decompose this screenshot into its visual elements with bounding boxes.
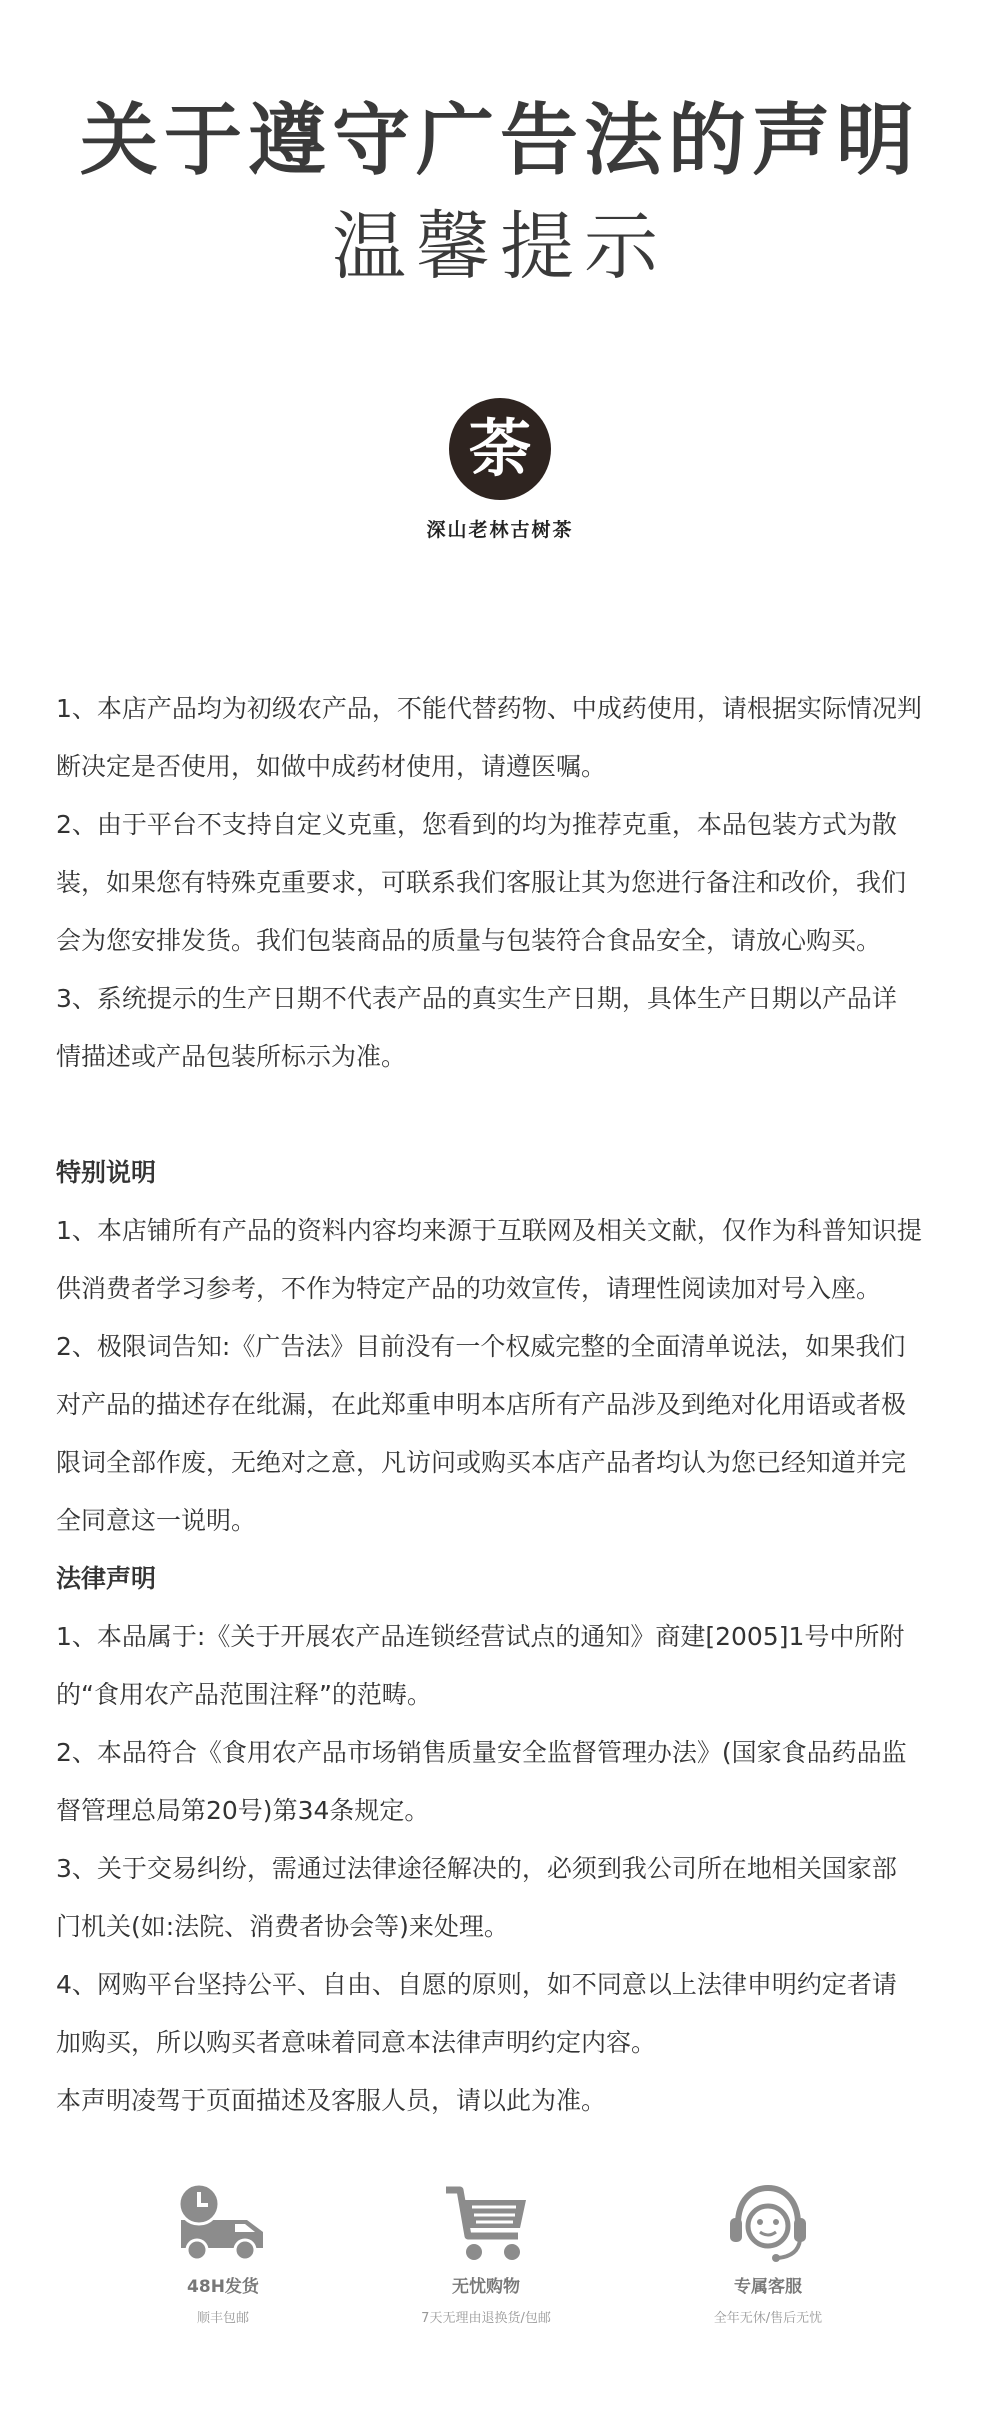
special-notice-line: 对产品的描述存在纰漏，在此郑重申明本店所有产品涉及到绝对化用语或者极 — [56, 1390, 907, 1419]
feature-title: 专属客服 — [734, 2277, 802, 2297]
notice-line: 装，如果您有特殊克重要求，可联系我们客服让其为您进行备注和改价，我们 — [56, 868, 907, 897]
page-title: 关于遵守广告法的声明 — [79, 96, 920, 186]
shopping-cart-icon — [438, 2180, 534, 2266]
notice-line: 情描述或产品包装所标示为准。 — [56, 1042, 407, 1071]
special-notice-line: 2、极限词告知:《广告法》目前没有一个权威完整的全面清单说法，如果我们 — [56, 1332, 906, 1361]
brand-name: 深山老林古树茶 — [426, 519, 574, 541]
special-notice-line: 供消费者学习参考，不作为特定产品的功效宣传，请理性阅读加对号入座。 — [56, 1274, 882, 1303]
feature-fast-shipping — [103, 2180, 343, 2326]
statement-body — [56, 680, 956, 2130]
legal-statement-line: 3、关于交易纠纷，需通过法律途径解决的，必须到我公司所在地相关国家部 — [56, 1854, 897, 1883]
notice-line: 1、本店产品均为初级农产品，不能代替药物、中成药使用，请根据实际情况判 — [56, 694, 922, 723]
legal-statement-line: 4、网购平台坚持公平、自由、自愿的原则，如不同意以上法律申明约定者请 — [56, 1970, 897, 1999]
delivery-truck-icon — [175, 2180, 271, 2266]
notice-line: 2、由于平台不支持自定义克重，您看到的均为推荐克重，本品包装方式为散 — [56, 810, 897, 839]
special-notice-line: 限词全部作废，无绝对之意，凡访问或购买本店产品者均认为您已经知道并完 — [56, 1448, 907, 1477]
feature-subtitle: 顺丰包邮 — [196, 2311, 249, 2326]
feature-subtitle: 7天无理由退换货/包邮 — [421, 2311, 551, 2326]
notice-line: 会为您安排发货。我们包装商品的质量与包装符合食品安全，请放心购买。 — [56, 926, 882, 955]
section-spacer — [56, 1086, 956, 1144]
feature-worry-free-shopping — [366, 2180, 606, 2326]
service-features — [0, 2180, 1000, 2380]
brand-logo-glyph: 荼 — [468, 412, 531, 485]
legal-statement-line: 1、本品属于:《关于开展农产品连锁经营试点的通知》商建[2005]1号中所附 — [56, 1622, 905, 1651]
legal-statement-line: 督管理总局第20号)第34条规定。 — [56, 1796, 430, 1825]
brand-logo — [449, 398, 551, 500]
legal-statement-line: 加购买，所以购买者意味着同意本法律声明约定内容。 — [56, 2028, 657, 2057]
notice-line: 3、系统提示的生产日期不代表产品的真实生产日期，具体生产日期以产品详 — [56, 984, 897, 1013]
customer-service-icon — [720, 2180, 816, 2266]
special-notice-heading: 特别说明 — [56, 1158, 157, 1187]
feature-title: 48H发货 — [187, 2277, 259, 2297]
special-notice-line: 全同意这一说明。 — [56, 1506, 257, 1535]
legal-statement-line: 门机关(如:法院、消费者协会等)来处理。 — [56, 1912, 509, 1941]
legal-statement-line: 本声明凌驾于页面描述及客服人员，请以此为准。 — [56, 2086, 607, 2115]
feature-subtitle: 全年无休/售后无忧 — [713, 2311, 823, 2326]
page-subtitle: 温馨提示 — [332, 204, 668, 290]
feature-title: 无忧购物 — [452, 2277, 520, 2297]
special-notice-line: 1、本店铺所有产品的资料内容均来源于互联网及相关文献，仅作为科普知识提 — [56, 1216, 922, 1245]
legal-statement-heading: 法律声明 — [56, 1564, 157, 1593]
feature-dedicated-service — [648, 2180, 888, 2326]
notice-line: 断决定是否使用，如做中成药材使用，请遵医嘱。 — [56, 752, 607, 781]
legal-statement-line: 的“食用农产品范围注释”的范畴。 — [56, 1680, 432, 1709]
legal-statement-line: 2、本品符合《食用农产品市场销售质量安全监督管理办法》(国家食品药品监 — [56, 1738, 907, 1767]
